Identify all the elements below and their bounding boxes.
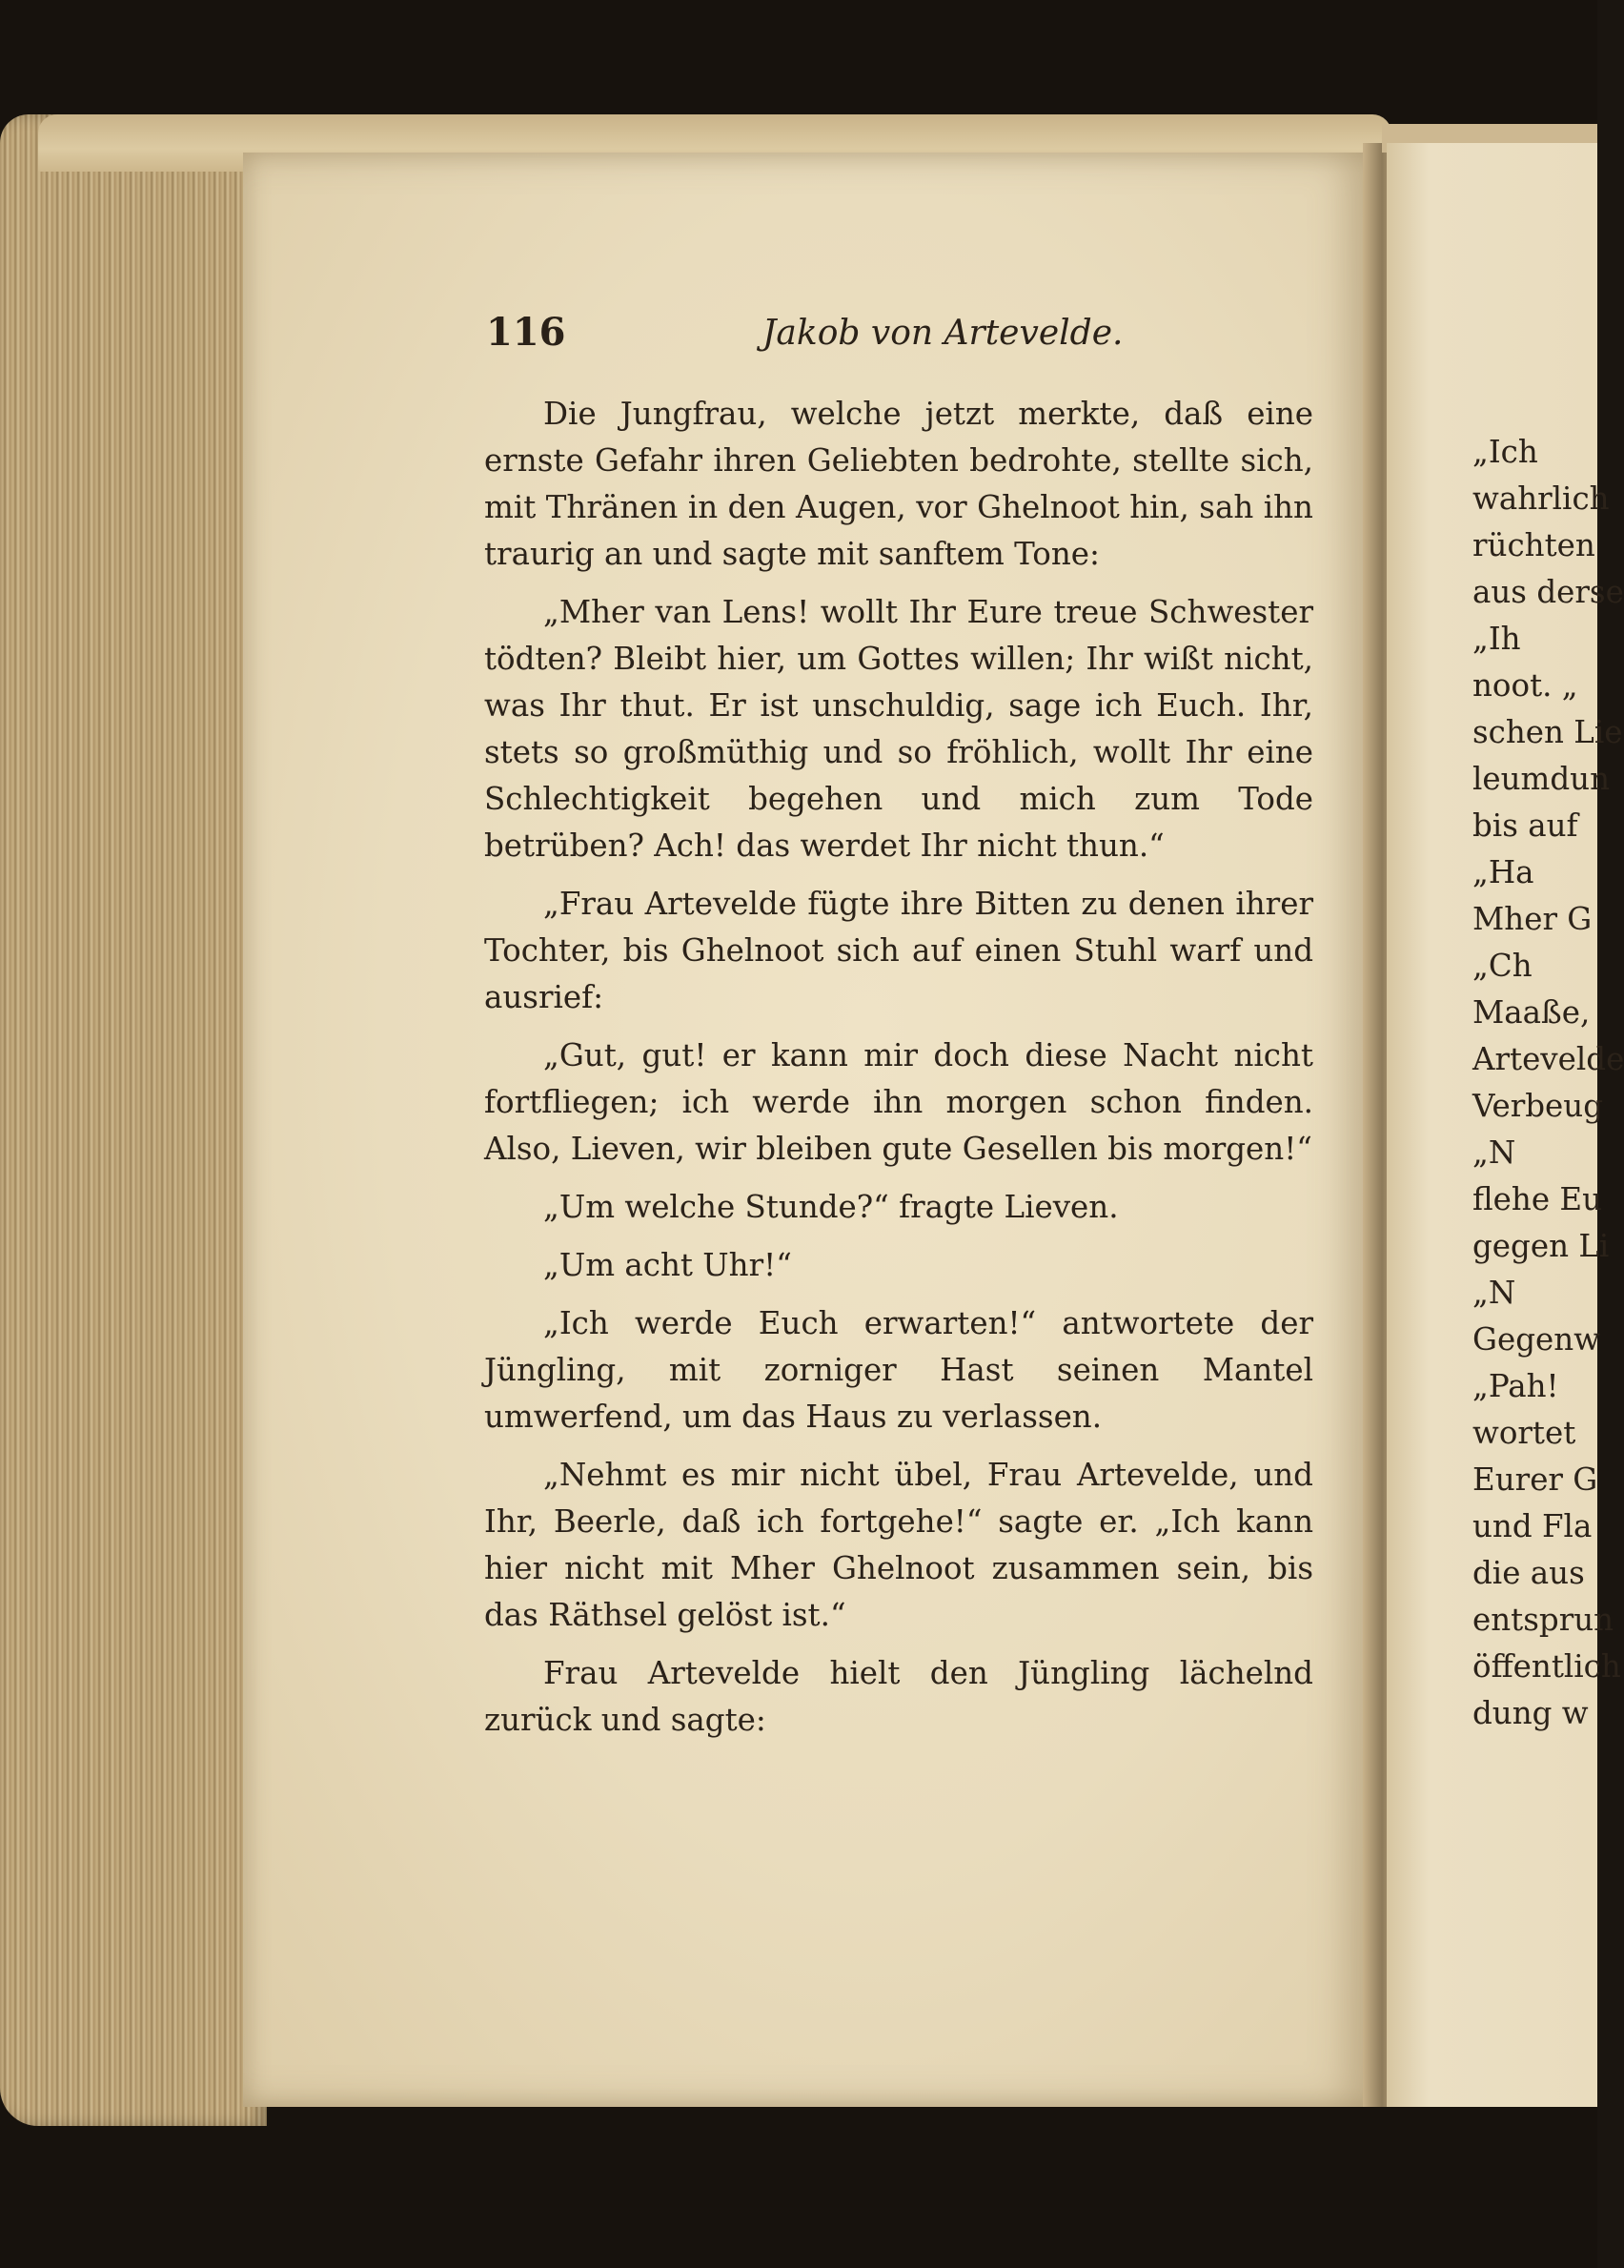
right-page-line: und Fla bbox=[1472, 1508, 1593, 1544]
right-page-line: bis auf bbox=[1472, 807, 1578, 844]
right-page-line: Verbeug bbox=[1472, 1088, 1604, 1124]
right-page-line: „Pah! bbox=[1472, 1368, 1559, 1404]
right-page-line: Maaße, bbox=[1472, 994, 1591, 1031]
paragraph: „Nehmt es mir nicht übel, Frau Artevelde, und Ihr, Beerle, daß ich fortgehe!“ sagte er. „Ich kann hier nicht mit Mher Ghelnoot zusammen sein, bis das Räthsel gelöst ist.“ bbox=[484, 1457, 1313, 1633]
right-page-line: entsprun bbox=[1472, 1602, 1614, 1638]
right-page-line: rüchten bbox=[1472, 527, 1595, 563]
right-page-line: „Ih bbox=[1472, 621, 1521, 657]
running-title: Jakob von Artevelde. bbox=[762, 314, 1124, 353]
page-block-edges bbox=[0, 114, 267, 2126]
paragraph: „Um welche Stunde?“ fragte Lieven. bbox=[543, 1189, 1119, 1225]
right-page-line: wahrlich bbox=[1472, 480, 1610, 517]
right-page-line: Eurer G bbox=[1472, 1461, 1598, 1498]
right-page-line: „Ch bbox=[1472, 948, 1533, 984]
right-page-line: Mher G bbox=[1472, 901, 1593, 937]
right-page-line: „N bbox=[1472, 1275, 1516, 1311]
right-page-line: „Ich bbox=[1472, 434, 1538, 470]
paragraph: Frau Artevelde hielt den Jüngling lächelnd zurück und sagte: bbox=[484, 1655, 1313, 1738]
right-page-line: schen Lie bbox=[1472, 714, 1623, 750]
right-page-line: Gegenw bbox=[1472, 1321, 1600, 1358]
paragraph: „Gut, gut! er kann mir doch diese Nacht nicht fortfliegen; ich werde ihn morgen schon finden. Also, Lieven, wir bleiben gute Gesellen bis morgen!“ bbox=[484, 1037, 1313, 1167]
right-page-line: Artevelde bbox=[1472, 1041, 1624, 1077]
page-header bbox=[486, 310, 1315, 367]
right-page-line: „Ha bbox=[1472, 854, 1534, 890]
right-page-line: „N bbox=[1472, 1134, 1516, 1171]
right-page-line: öffentlich bbox=[1472, 1648, 1621, 1685]
right-page-line: dung w bbox=[1472, 1695, 1589, 1731]
paragraph: „Mher van Lens! wollt Ihr Eure treue Schwester tödten? Bleibt hier, um Gottes willen; Ihr wißt nicht, was Ihr thut. Er ist unschuldig, sage ich Euch. Ihr, stets so großmüthig und so fröhlich, wollt Ihr eine Schlechtigkeit begehen und mich zum Tode betrüben? Ach! das werdet Ihr nicht thun.“ bbox=[484, 594, 1313, 864]
right-page-line: aus derse bbox=[1472, 574, 1624, 610]
left-page-body bbox=[484, 391, 1313, 1755]
paragraph: „Frau Artevelde fügte ihre Bitten zu denen ihrer Tochter, bis Ghelnoot sich auf einen Stuhl warf und ausrief: bbox=[484, 886, 1313, 1015]
paragraph: „Um acht Uhr!“ bbox=[543, 1247, 792, 1283]
paragraph: „Ich werde Euch erwarten!“ antwortete der Jüngling, mit zorniger Hast seinen Mantel umwerfend, um das Haus zu verlassen. bbox=[484, 1305, 1313, 1435]
right-page-line: die aus bbox=[1472, 1555, 1585, 1591]
right-page-line: noot. „ bbox=[1472, 667, 1578, 704]
right-page-text-fragments bbox=[1472, 429, 1624, 1737]
right-page-line: wortet bbox=[1472, 1415, 1576, 1451]
paragraph: Die Jungfrau, welche jetzt merkte, daß eine ernste Gefahr ihren Geliebten bedrohte, stellte sich, mit Thränen in den Augen, vor Ghelnoot hin, sah ihn traurig an und sagte mit sanftem Tone: bbox=[484, 396, 1313, 572]
right-page-line: leumdun bbox=[1472, 761, 1611, 797]
page-number: 116 bbox=[486, 310, 566, 355]
right-page-line: gegen Li bbox=[1472, 1228, 1610, 1264]
right-page-line: flehe Eu bbox=[1472, 1181, 1603, 1217]
